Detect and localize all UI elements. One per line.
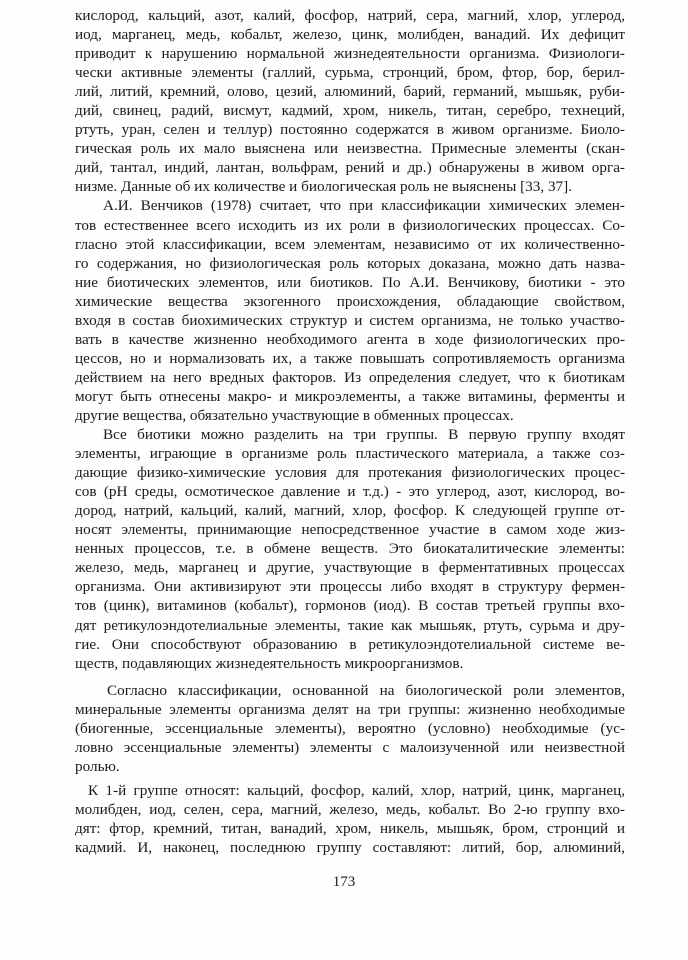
paragraph-biotic-groups: [75, 425, 625, 673]
paragraph-classification: [75, 681, 625, 776]
text-line: ртуть, уран, селен и теллур) постоянно содержатся в живом организме. Биоло-: [75, 121, 625, 139]
text-line: минеральные элементы организма делят на три группы: жизненно необходимые: [75, 700, 625, 718]
paragraph-gap: [75, 673, 625, 681]
text-line: входя в состав биохимических структур и систем организма, не только участво-: [75, 311, 625, 329]
text-line: носят элементы, принимающие непосредственное участие в самом ходе жиз-: [75, 521, 625, 539]
text-line: лий, литий, кремний, олово, цезий, алюминий, барий, германий, мышьяк, руби-: [75, 83, 625, 101]
text-line: Согласно классификации, основанной на биологической роли элементов,: [107, 681, 625, 699]
text-line: кислород, кальций, азот, калий, фосфор, натрий, сера, магний, хлор, углерод,: [75, 7, 625, 24]
text-line: ненных процессов, т.е. в обмене веществ. Это биокаталитические элементы:: [75, 540, 625, 558]
paragraph-group-members: [75, 781, 625, 857]
text-line: дий, тантал, индий, лантан, вольфрам, рений и др.) обнаружены в живом орга-: [75, 159, 625, 177]
text-line: гие. Они способствуют образованию в ретикулоэндотелиальной системе ве-: [75, 635, 625, 653]
text-line: цессов, но и нормализовать их, а также повышать сопротивляемость организма: [75, 349, 625, 367]
text-line: дород, натрий, кальций, калий, магний, хлор, фосфор. К следующей группе от-: [75, 502, 625, 520]
body-text: [75, 6, 625, 857]
text-line: дающие физико-химические условия для протекания физиологических процес-: [75, 464, 625, 482]
text-line: дят: фтор, кремний, титан, ванадий, хром, никель, мышьяк, бром, стронций и: [75, 819, 625, 837]
text-line: К 1-й группе относят: кальций, фосфор, калий, хлор, натрий, цинк, марганец,: [88, 781, 625, 799]
text-line: другие вещества, обязательно участвующие в обменных процессах.: [75, 406, 514, 424]
text-line: тов (цинк), витаминов (кобальт), гормонов (иод). В состав третьей группы вхо-: [75, 597, 625, 615]
text-line: вать в качестве жизненно необходимого агента в ходе физиологических про-: [75, 330, 625, 348]
text-line: ние биотических элементов, или биотиков. По А.И. Венчикову, биотики - это: [75, 273, 625, 291]
paragraph-continuation: [75, 6, 625, 196]
text-line: действием на него вредных факторов. Из определения следует, что к биотикам: [75, 368, 625, 386]
text-line: дий, свинец, радий, висмут, кадмий, хром, никель, титан, серебро, технеций,: [75, 102, 625, 120]
text-line: гическая роль их мало выяснена или неизвестна. Примесные элементы (скан-: [75, 140, 625, 158]
text-line: ролью.: [75, 757, 120, 775]
page-number: 173: [332, 874, 356, 890]
text-line: сов (pH среды, осмотическое давление и т.д.) - это углерод, азот, кислород, во-: [75, 483, 625, 501]
text-line: элементы, играющие в организме роль пластического материала, а также соз-: [75, 445, 625, 463]
text-line: го содержания, но физиологическая роль которых доказана, можно дать назва-: [75, 254, 625, 272]
text-line: организма. Они активизируют эти процессы либо входят в структуру фермен-: [75, 578, 625, 596]
text-line: молибден, иод, селен, сера, магний, железо, медь, кобальт. Во 2-ю группу вхо-: [75, 800, 625, 818]
text-line: химические вещества экзогенного происхождения, обладающие свойством,: [75, 292, 625, 310]
text-line: Все биотики можно разделить на три группы. В первую группу входят: [103, 426, 625, 444]
text-line: могут быть отнесены макро- и микроэлементы, а также витамины, ферменты и: [75, 387, 625, 405]
text-line: ловно эссенциальные элементы) элементы с малоизученной или неизвестной: [75, 738, 625, 756]
text-line: гласно этой классификации, всем элементам, независимо от их количественно-: [75, 235, 625, 253]
text-line: тов естественнее всего исходить из их роли в физиологических процессах. Со-: [75, 216, 625, 234]
text-line: железо, медь, марганец и другие, участвующие в ферментативных процессах: [75, 559, 625, 577]
text-line: кадмий. И, наконец, последнюю группу составляют: литий, бор, алюминий,: [75, 839, 625, 857]
text-line: дят ретикулоэндотелиальные элементы, такие как мышьяк, ртуть, сурьма и дру-: [75, 616, 625, 634]
text-line: приводит к нарушению нормальной жизнедеятельности организма. Физиологи-: [75, 45, 625, 63]
text-line: ществ, подавляющих жизнедеятельность микроорганизмов.: [75, 654, 464, 672]
text-line: низме. Данные об их количестве и биологическая роль не выяснены [33, 37].: [75, 178, 572, 196]
text-line: чески активные элементы (галлий, сурьма, стронций, бром, фтор, бор, берил-: [75, 64, 625, 82]
text-line: (биогенные, эссенциальные элементы), вероятно (условно) необходимые (ус-: [75, 719, 625, 737]
text-line: А.И. Венчиков (1978) считает, что при классификации химических элемен-: [103, 197, 625, 215]
text-line: иод, марганец, медь, кобальт, железо, цинк, молибден, ванадий. Их дефицит: [75, 26, 625, 44]
paragraph-venchikov: [75, 196, 625, 425]
